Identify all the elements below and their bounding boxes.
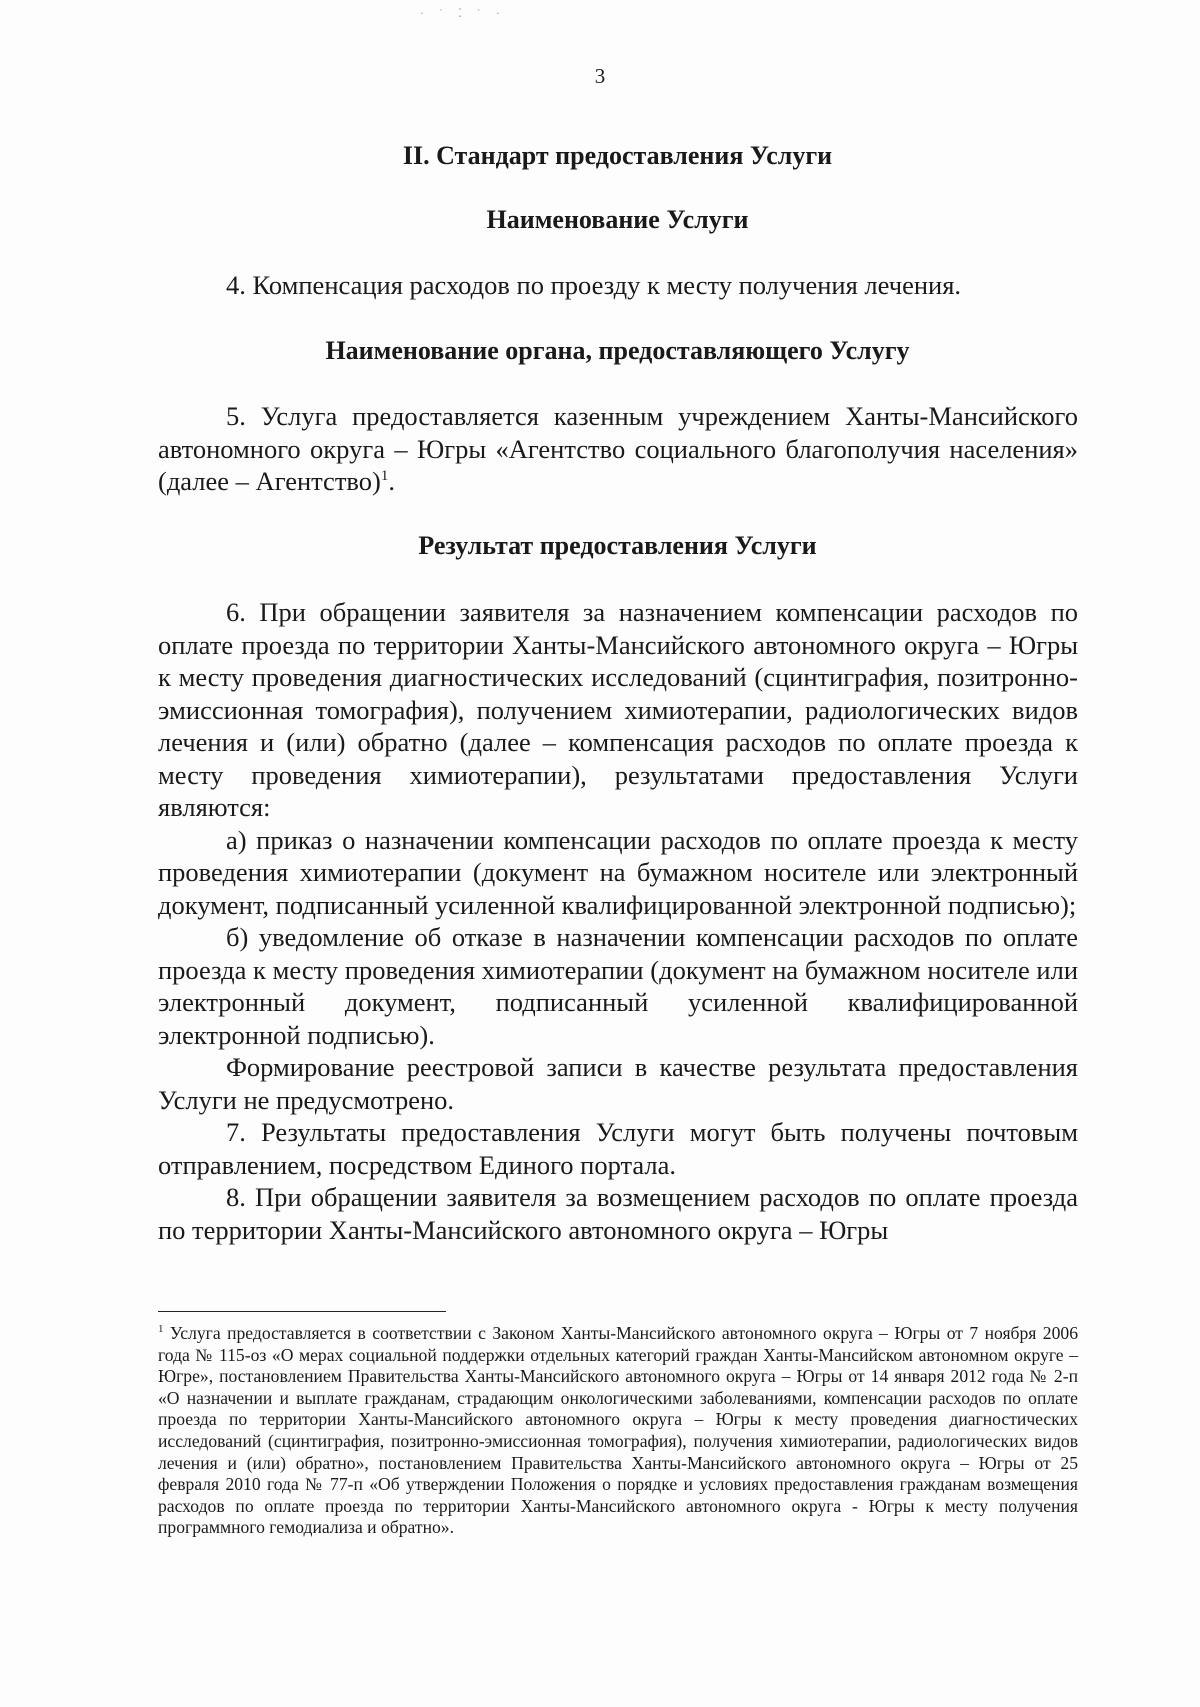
section-title: II. Стандарт предоставления Услуги: [402, 141, 833, 170]
paragraph-5-block: [158, 400, 1078, 498]
body-organ-heading: Наименование органа, предоставляющего Услугу: [325, 336, 910, 365]
page-number: 3: [594, 64, 606, 88]
paragraph-4-text: 4. Компенсация расходов по проезду к месту получения лечения.: [226, 270, 962, 300]
result-heading: Результат предоставления Услуги: [418, 531, 817, 560]
footnote-reference: 1: [380, 468, 389, 485]
paragraph-6: 6. При обращении заявителя за назначением компенсации расходов по оплате проезда по территории Ханты-Мансийского автономного округа – Югры к месту проведения диагностических исследований (сцинтиграфия, позитронно-эмиссионная томография), получением химиотерапии, радиологических видов лечения и (или) обратно (далее – компенсация расходов по оплате проезда к месту проведения химиотерапии), результатами предоставления Услуги являются:: [158, 597, 1078, 822]
paragraph-4: [158, 269, 1078, 302]
service-name-heading: Наименование Услуги: [486, 205, 749, 234]
paragraph-6c: Формирование реестровой записи в качестве результата предоставления Услуги не предусмотрено.: [158, 1052, 1078, 1115]
footnote: [158, 1323, 1078, 1539]
paragraph-6a: а) приказ о назначении компенсации расходов по оплате проезда к месту проведения химиотерапии (документ на бумажном носителе или электронный документ, подписанный усиленной квалифицированной электронной подписью);: [158, 824, 1078, 920]
footnote-marker: 1: [158, 1323, 164, 1336]
footnote-text: Услуга предоставляется в соответствии с Законом Ханты-Мансийского автономного округа – Югры от 7 ноября 2006 года № 115-оз «О мерах социальной поддержки отдельных категорий граждан Ханты-Мансийском автономном округе – Югре», постановлением Правительства Ханты-Мансийского автономного округа – Югры от 14 января 2012 года № 2-п «О назначении и выплате гражданам, страдающим онкологическими заболеваниями, компенсации расходов по оплате проезда по территории Ханты-Мансийского автономного округа – Югры к месту проведения диагностических исследований (сцинтиграфия, позитронно-эмиссионная томография), получения химиотерапии, радиологических видов лечения и (или) обратно», постановлением Правительства Ханты-Мансийского автономного округа – Югры от 25 февраля 2010 года № 77-п «Об утверждении Положения о порядке и условиях предоставления гражданам возмещения расходов по оплате проезда по территории Ханты-Мансийского автономного округа - Югры к месту получения программного гемодиализа и обратно».: [158, 1323, 1078, 1538]
paragraph-7: 7. Результаты предоставления Услуги могут быть получены почтовым отправлением, посредством Единого портала.: [158, 1117, 1078, 1180]
footnote-divider: [158, 1311, 446, 1312]
scan-artifact: · ˙ ⁚ ˙ ·: [420, 6, 506, 20]
result-section-body: [158, 596, 1078, 1246]
paragraph-5: [158, 400, 1078, 498]
paragraph-5-end: .: [388, 466, 395, 496]
paragraph-5-text: 5. Услуга предоставляется казенным учреждением Ханты-Мансийского автономного округа – Югры «Агентство социального благополучия населения» (далее – Агентство): [158, 401, 1078, 496]
paragraph-8: 8. При обращении заявителя за возмещением расходов по оплате проезда по территории Ханты-Мансийского автономного округа – Югры: [158, 1182, 1078, 1245]
paragraph-6b: б) уведомление об отказе в назначении компенсации расходов по оплате проезда к месту проведения химиотерапии (документ на бумажном носителе или электронный документ, подписанный усиленной квалифицированной электронной подписью).: [158, 922, 1078, 1050]
